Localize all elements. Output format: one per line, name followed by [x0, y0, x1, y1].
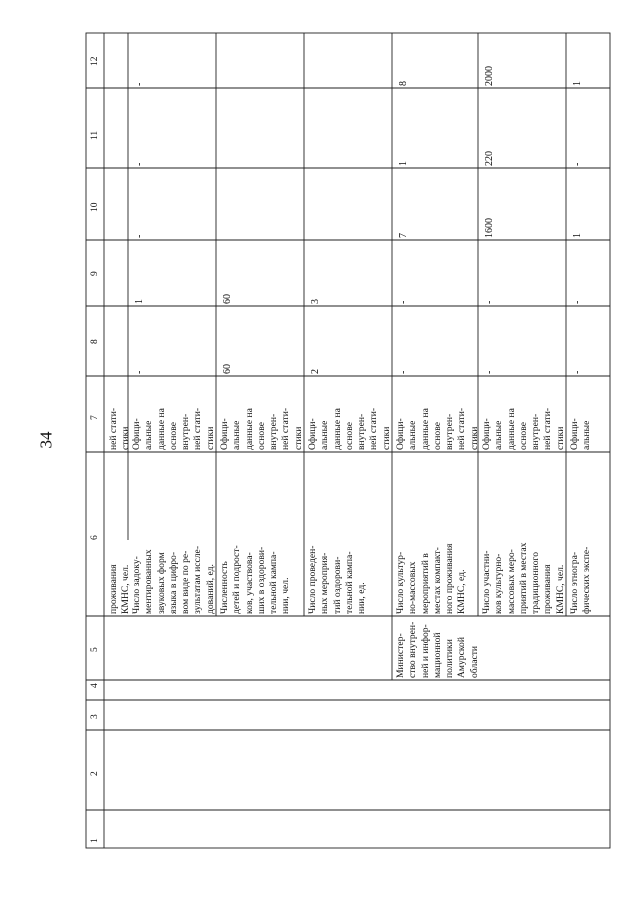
cell-r6-c9: - [572, 300, 583, 304]
cell-r1-c8: - [134, 370, 145, 374]
cell-r6-c6: Число этногра- фических экспе- [569, 546, 593, 614]
col-header-3: 3 [90, 714, 100, 719]
cell-r1-c6: Число задоку- ментированных звуковых форм языка в цифро- вом виде по ре- зультатам иссле- дований, ед. [131, 545, 216, 614]
cell-r4-c5: Министер- ство внутрен- ней и инфор- мационной политики Амурской области [395, 621, 480, 678]
cell-r6-c10: 1 [572, 233, 583, 238]
cell-r6-c12: 1 [572, 81, 583, 86]
cell-r4-c6: Число культур- но-массовых мероприятий в местах компакт- ного проживания КМНС, ед. [395, 543, 468, 614]
cell-r5-c6: Число участни- ков культурно- массовых меро- приятий в местах традиционного проживания КМНС, чел. [481, 542, 566, 614]
cell-r5-c10: 1600 [484, 218, 495, 238]
cell-r5-c12: 2000 [484, 66, 495, 86]
cell-r1-c11: - [134, 162, 145, 166]
col-header-5: 5 [90, 647, 100, 652]
col-header-2: 2 [90, 771, 100, 776]
cell-r5-c9: - [484, 300, 495, 304]
cell-r4-c8: - [398, 370, 409, 374]
cell-r6-c11: - [572, 162, 583, 166]
cell-r4-c12: 8 [398, 81, 409, 86]
col-header-8: 8 [90, 339, 100, 344]
col-header-7: 7 [90, 415, 100, 420]
cell-r1-c9: 1 [134, 299, 145, 304]
cell-r4-c9: - [398, 300, 409, 304]
cell-r5-c8: - [484, 370, 495, 374]
col-header-4: 4 [90, 683, 100, 688]
cell-r2-c9: 60 [222, 294, 233, 304]
col-header-1: 1 [90, 838, 100, 843]
cell-r2-c7: Офици- альные данные на основе внутрен- ней стати- стики [219, 407, 304, 450]
cell-r1-c12: - [134, 82, 145, 86]
col-header-11: 11 [90, 130, 100, 140]
cell-r5-c11: 220 [484, 151, 495, 166]
page-number: 34 [36, 431, 56, 449]
cell-r3-c9: 3 [310, 299, 321, 304]
cell-r2-c8: 60 [222, 364, 233, 374]
col-header-10: 10 [90, 202, 100, 212]
cell-r1-c7: Офици- альные данные на основе внутрен- ней стати- стики [131, 407, 216, 450]
cell-r0-c6: проживания КМНС, чел. [108, 564, 132, 614]
col-header-12: 12 [90, 56, 100, 66]
col-header-9: 9 [90, 271, 100, 276]
cell-r3-c7: Офици- альные данные на основе внутрен- ней стати- стики [307, 407, 392, 450]
cell-r2-c6: Численность детей и подрост- ков, участвова- ших в оздорови- тельной кампа- нии, чел. [219, 545, 292, 614]
cell-r6-c8: - [572, 370, 583, 374]
cell-r6-c7: Офици- альные [569, 418, 593, 450]
cell-r5-c7: Офици- альные данные на основе внутрен- ней стати- стики [481, 407, 566, 450]
cell-r4-c10: 7 [398, 233, 409, 238]
col-header-6: 6 [90, 535, 100, 540]
cell-r3-c6: Число проведен- ных мероприя- тий оздорови- тельной кампа- нии, ед. [307, 545, 368, 614]
cell-r4-c11: 1 [398, 161, 409, 166]
cell-r0-c7: ней стати- стики [108, 407, 132, 450]
cell-r3-c8: 2 [310, 369, 321, 374]
cell-r1-c10: - [134, 234, 145, 238]
cell-r4-c7: Офици- альные данные на основе внутрен- ней стати- стики [395, 407, 480, 450]
